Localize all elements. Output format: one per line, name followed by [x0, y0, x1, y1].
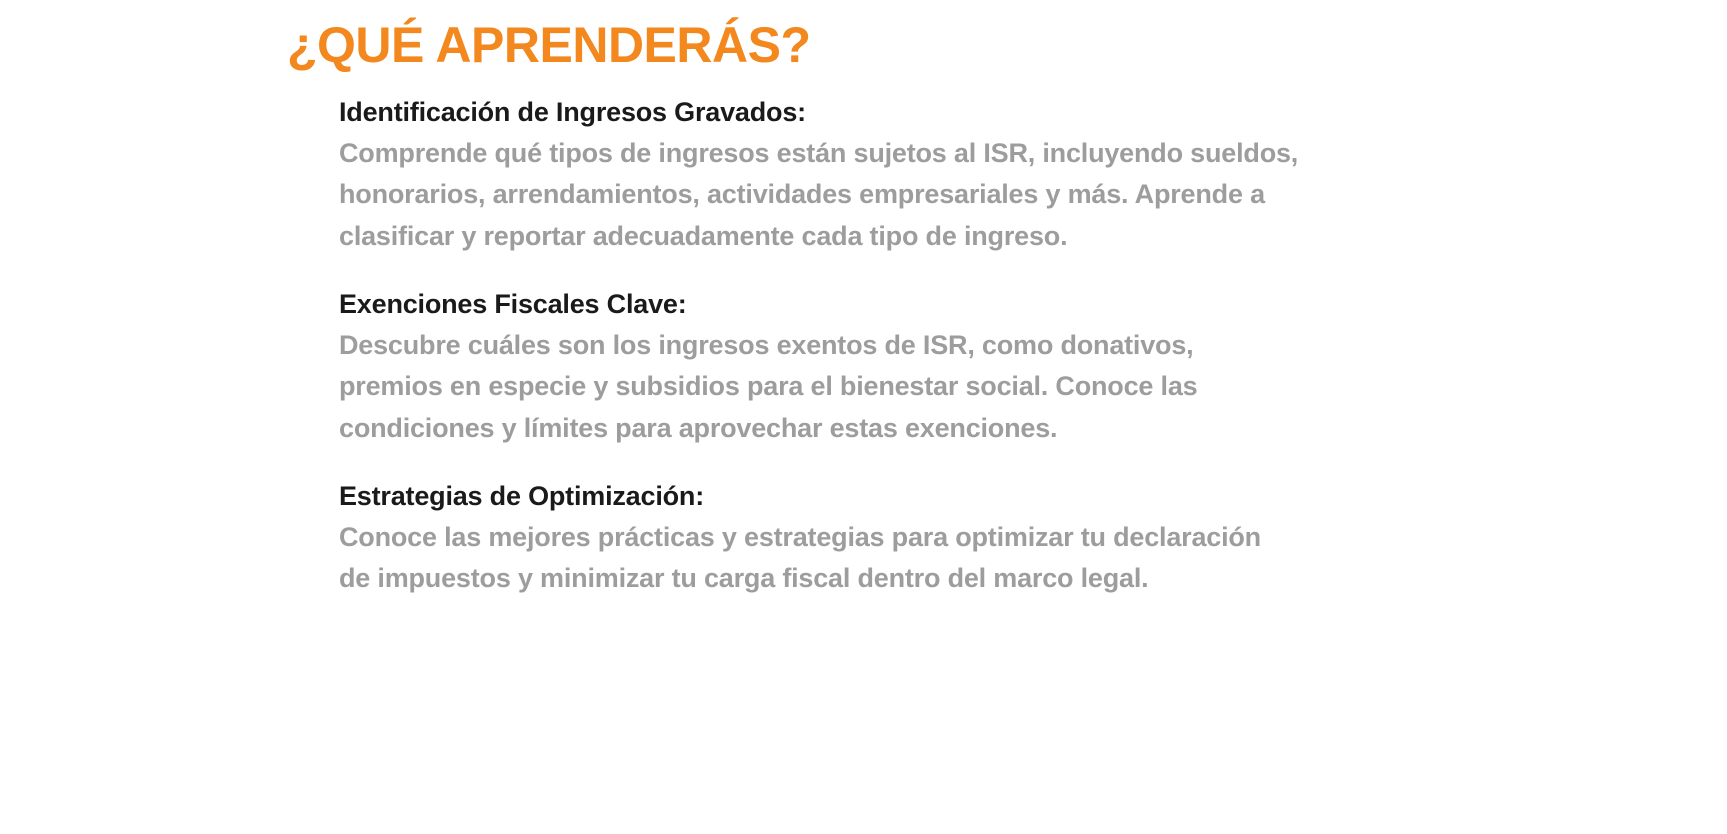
section-heading: Identificación de Ingresos Gravados:	[339, 97, 806, 127]
section-body: Conoce las mejores prácticas y estrategias para optimizar tu declaración de impuestos y minimizar tu carga fiscal dentro del marco legal.	[339, 521, 1261, 594]
section-heading: Exenciones Fiscales Clave:	[339, 288, 687, 319]
list-item	[339, 476, 1339, 600]
section-body: Descubre cuáles son los ingresos exentos de ISR, como donativos, premios en especie y subsidios para el bienestar social. Conoce las condiciones y límites para aprovechar estas exenciones.	[339, 329, 1198, 443]
learning-outcomes-list	[339, 92, 1339, 599]
page-title: ¿QUÉ APRENDERÁS?	[287, 17, 811, 73]
list-item	[339, 92, 1339, 257]
section-heading: Estrategias de Optimización:	[339, 480, 704, 511]
list-item	[339, 284, 1339, 449]
section-body: Comprende qué tipos de ingresos están sujetos al ISR, incluyendo sueldos, honorarios, arrendamientos, actividades empresariales y más. Aprende a clasificar y reportar adecuadamente cada tipo de ingreso.	[339, 138, 1299, 251]
